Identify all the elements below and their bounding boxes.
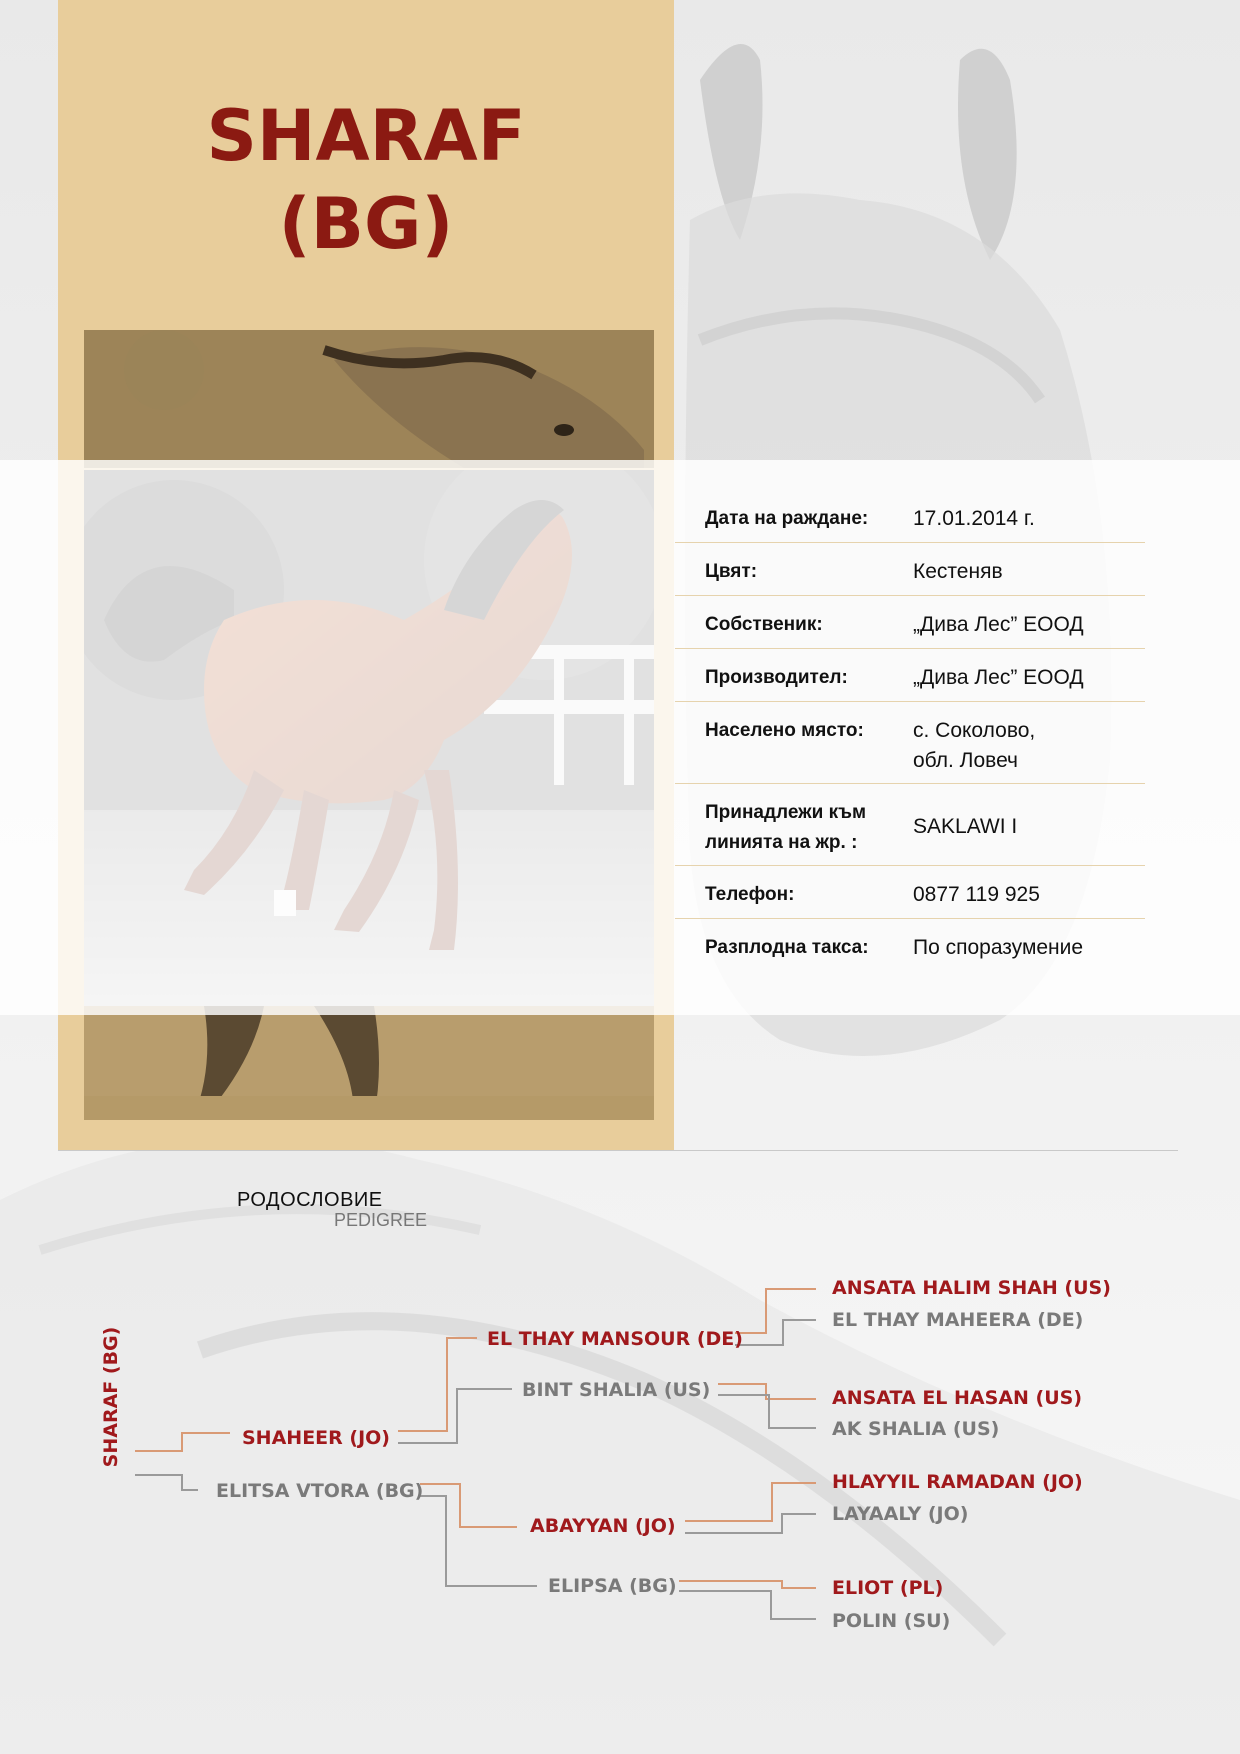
pedigree-ggp: POLIN (SU)	[832, 1610, 951, 1632]
info-row-color	[675, 543, 1145, 596]
title-name: SHARAF	[206, 95, 526, 177]
info-value: SAKLAWI I	[913, 815, 1018, 838]
pedigree-ggp: ANSATA EL HASAN (US)	[832, 1387, 1083, 1409]
pedigree-ggp: ANSATA HALIM SHAH (US)	[832, 1277, 1111, 1299]
pedigree-dam: ELITSA VTORA (BG)	[216, 1480, 424, 1502]
info-value: Кестеняв	[913, 560, 1003, 583]
info-label: Телефон:	[705, 884, 795, 905]
info-value: 0877 119 925	[913, 883, 1040, 906]
info-label: Собственик:	[705, 614, 823, 635]
pedigree-root-name: SHARAF (BG)	[100, 1326, 122, 1468]
info-label: Цвят:	[705, 561, 758, 582]
info-row-owner	[675, 596, 1145, 649]
info-label: Населено място:	[705, 720, 864, 741]
info-row-sire-line	[675, 784, 1145, 866]
pedigree-sire-sire: EL THAY MANSOUR (DE)	[487, 1328, 743, 1350]
info-row-location	[675, 702, 1145, 784]
pedigree-dam-sire: ABAYYAN (JO)	[530, 1515, 676, 1537]
info-value: с. Соколово, обл. Ловеч	[913, 719, 1036, 772]
info-label: Разплодна такса:	[705, 937, 869, 958]
horse-details-table	[675, 490, 1145, 972]
info-value: По споразумение	[913, 936, 1084, 959]
info-value: „Дива Лес” ЕООД	[913, 613, 1084, 636]
info-value: 17.01.2014 г.	[913, 507, 1035, 530]
pedigree-ggp: AK SHALIA (US)	[832, 1418, 1000, 1440]
info-row-stud-fee	[675, 919, 1145, 972]
pedigree-sire: SHAHEER (JO)	[242, 1427, 390, 1449]
pedigree-subheading: PEDIGREE	[334, 1210, 428, 1230]
info-value: „Дива Лес” ЕООД	[913, 666, 1084, 689]
info-row-phone	[675, 866, 1145, 919]
horse-legs-photo-sepia	[84, 1006, 654, 1120]
pedigree-ggp: HLAYYIL RAMADAN (JO)	[832, 1471, 1083, 1493]
horse-name-title	[58, 92, 674, 268]
pedigree-dam-dam: ELIPSA (BG)	[548, 1575, 677, 1597]
info-label: Производител:	[705, 667, 848, 688]
info-label: Дата на раждане:	[705, 508, 869, 529]
pedigree-ggp: ELIOT (PL)	[832, 1577, 944, 1599]
info-row-breeder	[675, 649, 1145, 702]
info-row-birth-date	[675, 490, 1145, 543]
horse-head-photo-sepia	[84, 330, 654, 468]
pedigree-ggp: LAYAALY (JO)	[832, 1503, 969, 1525]
pedigree-heading: РОДОСЛОВИЕ	[237, 1189, 383, 1211]
pedigree-sire-dam: BINT SHALIA (US)	[522, 1379, 711, 1401]
info-label: Принадлежи към линията на жр. :	[705, 802, 867, 853]
title-origin: (BG)	[278, 183, 454, 265]
pedigree-ggp: EL THAY MAHEERA (DE)	[832, 1309, 1084, 1331]
